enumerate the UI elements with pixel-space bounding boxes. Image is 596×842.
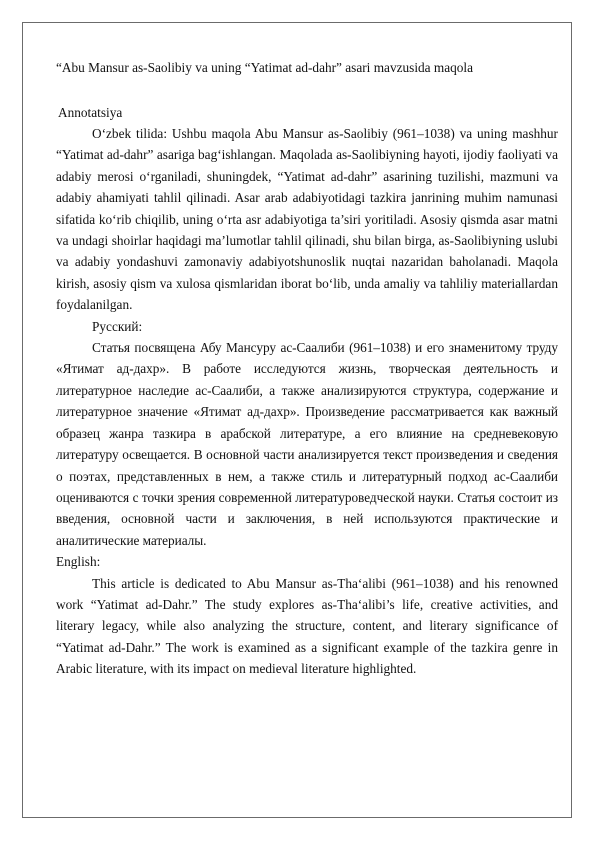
- document-body: [56, 58, 558, 680]
- english-label: English:: [56, 554, 101, 570]
- annotation-heading: Annotatsiya: [58, 105, 123, 120]
- document-title: “Abu Mansur as-Saolibiy va uning “Yatimat ad-dahr” asari mavzusida maqola: [56, 60, 474, 75]
- uzbek-abstract: O‘zbek tilida: Ushbu maqola Abu Mansur as-Saolibiy (961–1038) va uning mashhur “Yatimat ad-dahr” asariga bag‘ishlangan. Maqolada as-Saolibiyning hayoti, ijodiy faoliyati va adabiy merosi o‘rganiladi, shuningdek, “Yatimat ad-dahr” asarining tuzilishi, mazmuni va adabiy ahamiyati tahlil qilinadi. Asar arab adabiyotidagi tazkira janrining muhim namunasi sifatida ko‘rib chiqilib, uning o‘rta asr adabiyotiga ta’siri yoritiladi. Asosiy qismda asar matni va undagi shoirlar haqidagi ma’lumotlar tahlil qilinadi, shu bilan birga, as-Saolibiyning uslubi va adabiy yondashuvi zamonaviy adabiyotshunoslik nuqtai nazaridan baholanadi. Maqola kirish, asosiy qism va xulosa qismlaridan iborat bo‘lib, unda amaliy va tahliliy materiallardan foydalanilgan.: [56, 126, 558, 313]
- russian-abstract: Статья посвящена Абу Мансуру ас-Саалиби (961–1038) и его знаменитому труду «Ятимат ад-дахр». В работе исследуются жизнь, творческая деятельность и литературное наследие ас-Саалиби, а также анализируются структура, содержание и литературное значение «Ятимат ад-дахр». Произведение рассматривается как важный образец жанра тазкира в арабской литературе, а его влияние на средневековую литературу освещается. В основной части анализируется текст произведения и сведения о поэтах, представленных в нем, а также стиль и литературный подход ас-Саалиби оцениваются с точки зрения современной литературоведческой науки. Статья состоит из введения, основной части и заключения, в ней используются практические и аналитические материалы.: [56, 340, 558, 548]
- english-abstract: This article is dedicated to Abu Mansur as-Tha‘alibi (961–1038) and his renowned work “Yatimat ad-Dahr.” The study explores as-Tha‘alibi’s life, creative activities, and literary legacy, while also analyzing the structure, content, and literary significance of “Yatimat ad-Dahr.” The work is examined as a significant example of the tazkira genre in Arabic literature, with its impact on medieval literature highlighted.: [56, 575, 558, 677]
- russian-label: Русский:: [92, 318, 143, 334]
